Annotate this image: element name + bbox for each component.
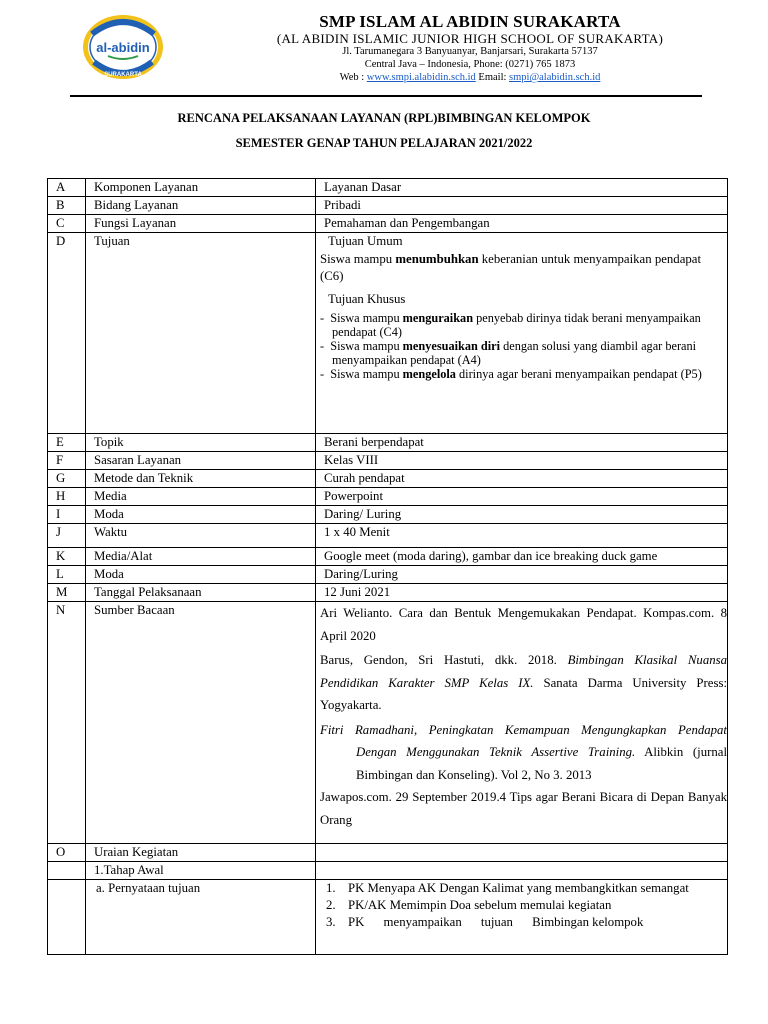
logo-text: al-abidin (96, 40, 150, 55)
row-code: J (48, 524, 86, 548)
row-label: Bidang Layanan (86, 197, 316, 215)
logo-city-text: SURAKARTA (104, 72, 142, 78)
row-code: O (48, 844, 86, 862)
list-number: 2. (326, 898, 336, 912)
list-number: 3. (326, 915, 336, 929)
khusus-pre: Siswa mampu (330, 311, 403, 325)
kegiatan-cell (316, 880, 728, 955)
address-line-1: Jl. Tarumanegara 3 Banyuanyar, Banjarsari, Surakarta 57137 (342, 46, 598, 57)
row-label: Tanggal Pelaksanaan (86, 584, 316, 602)
table-row (48, 506, 728, 524)
table-row (48, 880, 728, 955)
school-logo (80, 12, 166, 82)
row-code: G (48, 470, 86, 488)
khusus-post: dirinya agar berani menyampaikan pendapat (P5) (455, 367, 702, 381)
row-code (48, 862, 86, 880)
tujuan-umum-pre: Siswa mampu (320, 252, 396, 266)
row-code: I (48, 506, 86, 524)
reference-text: Sanata Darma University Press: Yogyakarta. (320, 675, 727, 712)
row-code: F (48, 452, 86, 470)
sumber-bacaan-cell (316, 602, 728, 844)
table-row (48, 470, 728, 488)
list-item (320, 914, 727, 931)
list-item (320, 897, 727, 914)
tujuan-khusus-item: - Siswa mampu menyesuaikan diri dengan solusi yang diambil agar berani menyampaikan pendapat (A4) (320, 339, 697, 367)
row-code: H (48, 488, 86, 506)
table-row (48, 584, 728, 602)
khusus-bold: menguraikan (402, 311, 474, 325)
table-row (48, 862, 728, 880)
row-code: D (48, 233, 86, 434)
reference-italic: Bimbingan Klasikal Nuansa Pendidikan Karakter SMP Kelas IX. (320, 653, 727, 690)
khusus-bold: mengelola (402, 367, 456, 381)
table-row (48, 602, 728, 844)
row-value: 12 Juni 2021 (316, 584, 728, 602)
tujuan-khusus-heading: Tujuan Khusus (328, 292, 406, 306)
web-link[interactable]: www.smpi.alabidin.sch.id (366, 72, 476, 83)
row-label: Moda (86, 506, 316, 524)
web-label: Web : (339, 72, 365, 83)
list-item (320, 880, 727, 897)
row-value (316, 862, 728, 880)
reference-item (320, 649, 727, 717)
address-line-2: Central Java – Indonesia, Phone: (0271) 765 1873 (364, 59, 576, 70)
khusus-pre: Siswa mampu (330, 367, 403, 381)
contact-line (180, 72, 760, 83)
tujuan-umum-bold: menumbuhkan (395, 252, 479, 266)
row-label: Sumber Bacaan (86, 602, 316, 844)
table-row (48, 197, 728, 215)
tujuan-cell (316, 233, 728, 434)
document-title: RENCANA PELAKSANAAN LAYANAN (RPL)BIMBINGAN KELOMPOK (177, 111, 591, 125)
row-code: C (48, 215, 86, 233)
khusus-bold: menyesuaikan diri (402, 339, 501, 353)
row-label: Komponen Layanan (86, 179, 316, 197)
list-number: 1. (326, 881, 336, 895)
row-code: E (48, 434, 86, 452)
row-code (48, 880, 86, 955)
reference-item (320, 719, 727, 787)
row-value: Daring/ Luring (316, 506, 728, 524)
row-label: Uraian Kegiatan (86, 844, 316, 862)
row-value: Google meet (moda daring), gambar dan ice breaking duck game (316, 548, 728, 566)
row-value: Berani berpendapat (316, 434, 728, 452)
row-value: Pemahaman dan Pengembangan (316, 215, 728, 233)
tahap-awal-label: 1.Tahap Awal (86, 862, 316, 880)
list-text: PK/AK Memimpin Doa sebelum memulai kegiatan (348, 898, 612, 912)
header-divider (70, 95, 702, 97)
row-value: Daring/Luring (316, 566, 728, 584)
table-row (48, 548, 728, 566)
table-row (48, 524, 728, 548)
row-value: 1 x 40 Menit (316, 524, 728, 548)
row-code: N (48, 602, 86, 844)
row-label: Metode dan Teknik (86, 470, 316, 488)
table-row (48, 844, 728, 862)
reference-item: Ari Welianto. Cara dan Bentuk Mengemukakan Pendapat. Kompas.com. 8 April 2020 (320, 606, 727, 643)
row-value: Powerpoint (316, 488, 728, 506)
row-code: A (48, 179, 86, 197)
email-label: Email: (478, 72, 507, 83)
row-value: Kelas VIII (316, 452, 728, 470)
row-label: Waktu (86, 524, 316, 548)
khusus-post: penyebab dirinya tidak berani menyampaikan pendapat (C4) (332, 311, 701, 339)
table-row (48, 452, 728, 470)
list-text: PK Menyapa AK Dengan Kalimat yang membangkitkan semangat (348, 881, 689, 895)
school-name: SMP ISLAM AL ABIDIN SURAKARTA (319, 12, 621, 31)
row-code: L (48, 566, 86, 584)
row-label: Sasaran Layanan (86, 452, 316, 470)
table-row (48, 434, 728, 452)
row-label: Media/Alat (86, 548, 316, 566)
row-value: Pribadi (316, 197, 728, 215)
school-name-english: (AL ABIDIN ISLAMIC JUNIOR HIGH SCHOOL OF SURAKARTA) (276, 31, 664, 46)
kegiatan-list (320, 880, 727, 931)
document-subtitle: SEMESTER GENAP TAHUN PELAJARAN 2021/2022 (235, 136, 533, 150)
row-code: B (48, 197, 86, 215)
row-label: Tujuan (86, 233, 316, 434)
tujuan-umum-heading: Tujuan Umum (328, 234, 403, 248)
row-code: K (48, 548, 86, 566)
reference-text: Alibkin (jurnal Bimbingan dan Konseling). Vol 2, No 3. 2013 (356, 745, 727, 782)
row-label: Fungsi Layanan (86, 215, 316, 233)
row-label: Topik (86, 434, 316, 452)
khusus-pre: Siswa mampu (330, 339, 403, 353)
table-row (48, 179, 728, 197)
reference-text: Barus, Gendon, Sri Hastuti, dkk. 2018. (320, 653, 568, 667)
table-row (48, 233, 728, 434)
row-label: Moda (86, 566, 316, 584)
tujuan-khusus-item: - Siswa mampu menguraikan penyebab dirinya tidak berani menyampaikan pendapat (C4) (320, 311, 701, 339)
row-value: Curah pendapat (316, 470, 728, 488)
list-text: PK menyampaikan tujuan Bimbingan kelompok (348, 915, 644, 929)
email-link[interactable]: smpi@alabidin.sch.id (509, 72, 601, 83)
tujuan-khusus-item: - Siswa mampu mengelola dirinya agar berani menyampaikan pendapat (P5) (320, 367, 702, 381)
row-code: M (48, 584, 86, 602)
table-row (48, 215, 728, 233)
reference-italic: Fitri Ramadhani, Peningkatan Kemampuan Mengungkapkan Pendapat Dengan Menggunakan Teknik Assertive Training. (320, 722, 727, 759)
khusus-post: dengan solusi yang diambil agar berani menyampaikan pendapat (A4) (332, 339, 697, 367)
rpl-table (47, 178, 728, 955)
tujuan-umum-text (320, 251, 727, 285)
row-value: Layanan Dasar (316, 179, 728, 197)
pernyataan-tujuan-label: a. Pernyataan tujuan (86, 880, 316, 955)
row-value (316, 844, 728, 862)
row-label: Media (86, 488, 316, 506)
tujuan-umum-post: keberanian untuk menyampaikan pendapat (C6) (320, 252, 702, 283)
reference-item: Jawapos.com. 29 September 2019.4 Tips agar Berani Bicara di Depan Banyak Orang (320, 790, 727, 827)
table-row (48, 488, 728, 506)
table-row (48, 566, 728, 584)
